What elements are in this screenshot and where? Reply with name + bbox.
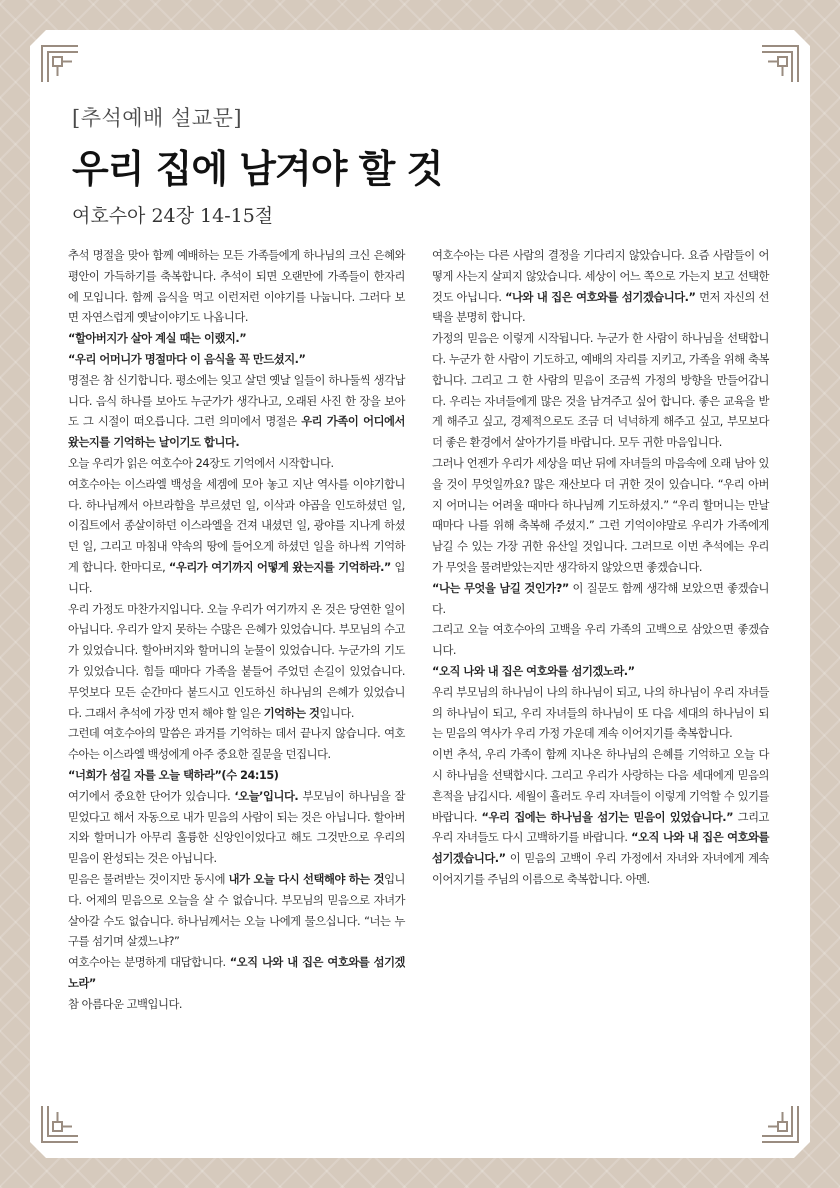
emphasis-text: “오직 나와 내 집은 여호와를 섬기겠노라.” (432, 664, 635, 678)
body-paragraph (432, 579, 769, 621)
emphasis-text: “나는 무엇을 남길 것인가?” (432, 581, 569, 595)
page-title: 우리 집에 남겨야 할 것 (72, 147, 443, 191)
paragraph-text: 오늘 우리가 읽은 여호수아 24장도 기억에서 시작합니다. (68, 456, 334, 470)
paragraph-text: 믿음은 물려받는 것이지만 동시에 (68, 872, 229, 886)
emphasis-text: “오직 나와 내 집은 여호와를 섬기겠노라” (68, 956, 405, 990)
body-column-left (68, 246, 405, 1015)
emphasis-text: 내가 오늘 다시 선택해야 하는 것 (228, 872, 385, 886)
emphasis-text: 기억하는 것 (263, 706, 320, 720)
body-paragraph (432, 745, 769, 891)
paragraph-text: 그리고 오늘 여호수아의 고백을 우리 가족의 고백으로 삼았으면 좋겠습니다. (432, 623, 769, 658)
knot-corner-ornament-icon (38, 1102, 86, 1150)
paragraph-text: 이번 추석, 우리 가족이 함께 지나온 하나님의 은혜를 기억하고 오늘 다시 하나님을 선택합시다. 그리고 우리가 사랑하는 다음 세대에게 믿음의 흔적을 남깁시다. 세월이 흘러도 우리 자녀들이 이렇게 기억할 수 있기를 바랍니다. (432, 748, 769, 824)
body-paragraph (432, 683, 769, 745)
emphasis-text: ‘오늘’입니다. (234, 789, 299, 803)
body-paragraph (68, 995, 405, 1016)
knot-corner-ornament-icon (38, 38, 86, 86)
emphasis-text: “너희가 섬길 자를 오늘 택하라”(수 24:15) (68, 768, 279, 782)
body-paragraph (68, 953, 405, 995)
body-paragraph (432, 454, 769, 579)
emphasis-text: “우리가 여기까지 어떻게 왔는지를 기억하라.” (168, 560, 391, 574)
body-paragraph (68, 787, 405, 870)
paragraph-text: 명절은 참 신기합니다. 평소에는 잊고 살던 옛날 일들이 하나둘씩 생각납니다. 음식 하나를 보아도 누군가가 생각나고, 오래된 사진 한 장을 보아도 그 시절이 떠오릅니다. 그런 의미에서 명절은 (68, 373, 405, 429)
body-paragraph (432, 246, 769, 329)
knot-corner-ornament-icon (754, 38, 802, 86)
emphasis-text: 우리 가족이 어디에서 왔는지를 기억하는 날이기도 합니다. (68, 415, 405, 450)
paragraph-text: 입니다. (68, 560, 405, 595)
paragraph-text: 입니다. 어제의 믿음으로 오늘을 살 수 없습니다. 부모님의 믿음으로 자녀가 살아갈 수도 없습니다. 하나님께서는 오늘 나에게 물으십니다. “너는 누구를 섬기며 살겠느냐?” (68, 872, 405, 949)
emphasis-text: “우리 어머니가 명절마다 이 음식을 꼭 만드셨지.” (68, 352, 306, 366)
paragraph-text: 참 아름다운 고백입니다. (68, 997, 183, 1011)
body-paragraph (432, 329, 769, 454)
paragraph-text: 우리 부모님의 하나님이 나의 하나님이 되고, 나의 하나님이 우리 자녀들의 하나님이 되고, 우리 자녀들의 하나님이 또 다음 세대의 하나님이 되는 믿음의 역사가 우리 가정 가운데 계속 이어지기를 축복합니다. (432, 685, 769, 741)
paragraph-text: 가정의 믿음은 이렇게 시작됩니다. 누군가 한 사람이 하나님을 선택합니다. 누군가 한 사람이 기도하고, 예배의 자리를 지키고, 가족을 위해 축복합니다. 그리고 그 한 사람의 믿음이 조금씩 가정의 방향을 만들어갑니다. 우리는 자녀들에게 많은 것을 남겨주고 싶어 합니다. 좋은 교육을 받게 해주고 싶고, 경제적으로도 조금 더 넉넉하게 해주고 싶고, 부모보다 더 좋은 환경에서 살아가기를 바랍니다. 모두 귀한 마음입니다. (432, 332, 769, 450)
knot-corner-ornament-icon (754, 1102, 802, 1150)
sermon-header (72, 102, 442, 228)
body-paragraph (68, 870, 405, 953)
body-paragraph (68, 371, 405, 454)
paragraph-text: 입니다. (319, 706, 355, 720)
emphasis-text: “나와 내 집은 여호와를 섬기겠습니다.” (505, 290, 696, 304)
body-paragraph (68, 329, 405, 350)
paragraph-text: 여호수아는 분명하게 대답합니다. (68, 956, 230, 970)
paragraph-text: 그런데 여호수아의 말씀은 과거를 기억하는 데서 끝나지 않습니다. 여호수아는 이스라엘 백성에게 아주 중요한 질문을 던집니다. (68, 727, 405, 762)
scripture-reference: 여호수아 24장 14-15절 (72, 205, 274, 227)
emphasis-text: “할아버지가 살아 계실 때는 이랬지.” (68, 332, 247, 346)
body-paragraph (432, 662, 769, 683)
body-paragraph (68, 766, 405, 787)
paragraph-text: 그러나 언젠가 우리가 세상을 떠난 뒤에 자녀들의 마음속에 오래 남아 있을 것이 무엇일까요? 많은 재산보다 더 귀한 것이 있습니다. “우리 아버지 어머니는 어려울 때마다 하나님께 기도하셨지.” “우리 할머니는 만날 때마다 나를 위해 축복해 주셨지.” 그런 기억이야말로 우리가 가족에게 남길 수 있는 가장 귀한 유산일 것입니다. 그러므로 이번 추석에는 우리가 무엇을 물려받았는지만 생각하지 않았으면 좋겠습니다. (432, 456, 769, 574)
body-column-right (432, 246, 769, 891)
paragraph-text: 이 질문도 함께 생각해 보았으면 좋겠습니다. (432, 581, 769, 616)
emphasis-text: “우리 집에는 하나님을 섬기는 믿음이 있었습니다.” (481, 810, 734, 824)
body-paragraph (68, 600, 405, 725)
paragraph-text: 여호수아는 다른 사람의 결정을 기다리지 않았습니다. 요즘 사람들이 어떻게 사는지 살피지 않았습니다. 세상이 어느 쪽으로 가는지 보고 선택한 것도 아닙니다. (432, 249, 769, 304)
paragraph-text: 이 믿음의 고백이 우리 가정에서 자녀와 자녀에게 계속 이어지기를 주님의 이름으로 축복합니다. 아멘. (432, 852, 769, 886)
paragraph-text: 추석 명절을 맞아 함께 예배하는 모든 가족들에게 하나님의 크신 은혜와 평안이 가득하기를 축복합니다. 추석이 되면 오랜만에 가족들이 한자리에 모입니다. 함께 음식을 먹고 이런저런 이야기를 나눕니다. 그러다 보면 자연스럽게 옛날이야기도 나옵니다. (68, 249, 405, 325)
body-paragraph (68, 350, 405, 371)
paragraph-text: 부모님이 하나님을 잘 믿었다고 해서 자동으로 내가 믿음의 사람이 되는 것은 아닙니다. 할아버지와 할머니가 아무리 훌륭한 신앙인이었다고 해도 그것만으로 우리의 믿음이 완성되는 것은 아닙니다. (68, 789, 405, 866)
paragraph-text: 여기에서 중요한 단어가 있습니다. (68, 789, 235, 803)
body-paragraph (432, 620, 769, 662)
body-paragraph (68, 454, 405, 475)
body-paragraph (68, 475, 405, 600)
emphasis-text: “오직 나와 내 집은 여호와를 섬기겠습니다.” (432, 831, 769, 866)
paragraph-text: 그리고 우리 자녀들도 다시 고백하기를 바랍니다. (432, 810, 770, 845)
paragraph-text: 여호수아는 이스라엘 백성을 세겜에 모아 놓고 지난 역사를 이야기합니다. 하나님께서 아브라함을 부르셨던 일, 이삭과 야곱을 인도하셨던 일, 이집트에서 종살이하던 이스라엘을 건져 내셨던 일, 광야를 지나게 하셨던 일, 그리고 마침내 약속의 땅에 들어오게 하셨던 일을 하나씩 기억하게 합니다. 한마디로, (68, 477, 405, 574)
category-label: [추석예배 설교문] (72, 106, 243, 130)
paragraph-text: 먼저 자신의 선택을 분명히 합니다. (432, 290, 770, 325)
body-paragraph (68, 724, 405, 766)
body-paragraph (68, 246, 405, 329)
paragraph-text: 우리 가정도 마찬가지입니다. 오늘 우리가 여기까지 온 것은 당연한 일이 아닙니다. 우리가 알지 못하는 수많은 은혜가 있었습니다. 부모님의 수고가 있었습니다. 할아버지와 할머니의 눈물이 있었습니다. 누군가의 기도가 있었습니다. 힘들 때마다 가족을 붙들어 주었던 손길이 있었습니다. 무엇보다 모든 순간마다 붙드시고 인도하신 하나님의 은혜가 있었습니다. 그래서 추석에 가장 먼저 해야 할 일은 (68, 602, 405, 720)
